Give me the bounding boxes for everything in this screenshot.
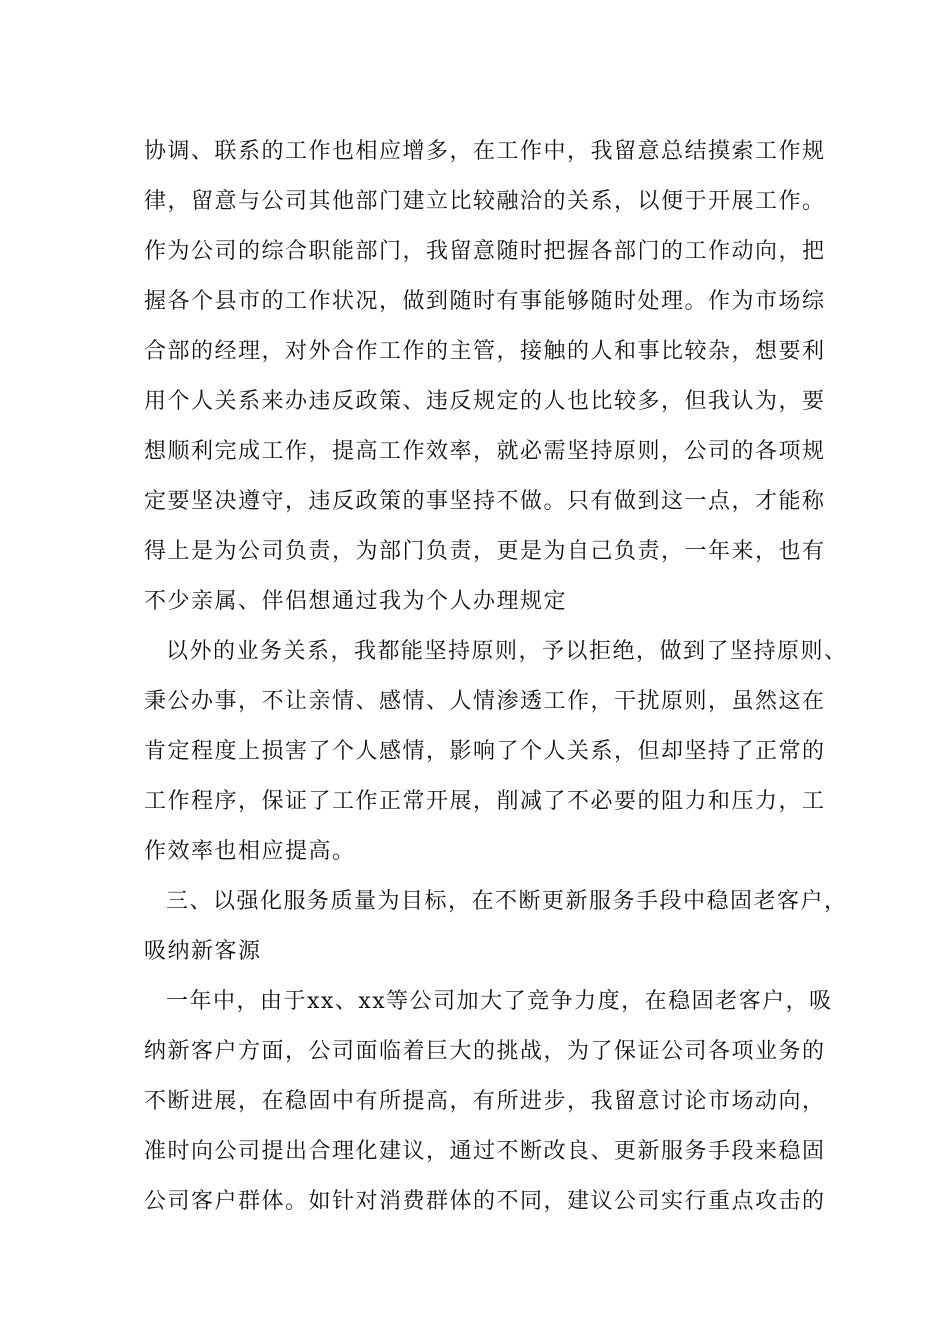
text-line: 秉公办事，不让亲情、感情、人情渗透工作，干扰原则，虽然这在: [144, 689, 826, 714]
text-line: 纳新客户方面，公司面临着巨大的挑战，为了保证公司各项业务的: [144, 1039, 826, 1064]
text-line: 肯定程度上损害了个人感情，影响了个人关系，但却坚持了正常的: [144, 739, 826, 764]
text-line: 协调、联系的工作也相应增多，在工作中，我留意总结摸索工作规: [144, 139, 826, 164]
text-line: 公司客户群体。如针对消费群体的不同，建议公司实行重点攻击的: [144, 1189, 826, 1214]
text-line: 合部的经理，对外合作工作的主管，接触的人和事比较杂，想要利: [144, 339, 826, 364]
section-heading: 三、以强化服务质量为目标，在不断更新服务手段中稳固老客户，: [166, 889, 848, 914]
text-line: 想顺利完成工作，提高工作效率，就必需坚持原则，公司的各项规: [144, 439, 826, 464]
text-line: 不少亲属、伴侣想通过我为个人办理规定: [144, 589, 568, 614]
text-line: 以外的业务关系，我都能坚持原则，予以拒绝，做到了坚持原则、: [166, 639, 848, 664]
text-line: 得上是为公司负责，为部门负责，更是为自己负责，一年来，也有: [144, 539, 826, 564]
text-line: 用个人关系来办违反政策、违反规定的人也比较多，但我认为，要: [144, 389, 826, 414]
text-line: 律，留意与公司其他部门建立比较融洽的关系，以便于开展工作。: [144, 189, 826, 214]
text-line: 作效率也相应提高。: [144, 839, 356, 864]
text-line: 不断进展，在稳固中有所提高，有所进步，我留意讨论市场动向，: [144, 1089, 826, 1114]
text-line: 定要坚决遵守，违反政策的事坚持不做。只有做到这一点，才能称: [144, 489, 826, 514]
text-line: 工作程序，保证了工作正常开展，削减了不必要的阻力和压力，工: [144, 789, 826, 814]
text-line: 作为公司的综合职能部门，我留意随时把握各部门的工作动向，把: [144, 239, 826, 264]
text-line: 一年中，由于xx、xx等公司加大了竞争力度，在稳固老客户，吸: [166, 989, 833, 1014]
text-line: 准时向公司提出合理化建议，通过不断改良、更新服务手段来稳固: [144, 1139, 826, 1164]
text-line: 握各个县市的工作状况，做到随时有事能够随时处理。作为市场综: [144, 289, 826, 314]
section-heading: 吸纳新客源: [144, 939, 262, 964]
